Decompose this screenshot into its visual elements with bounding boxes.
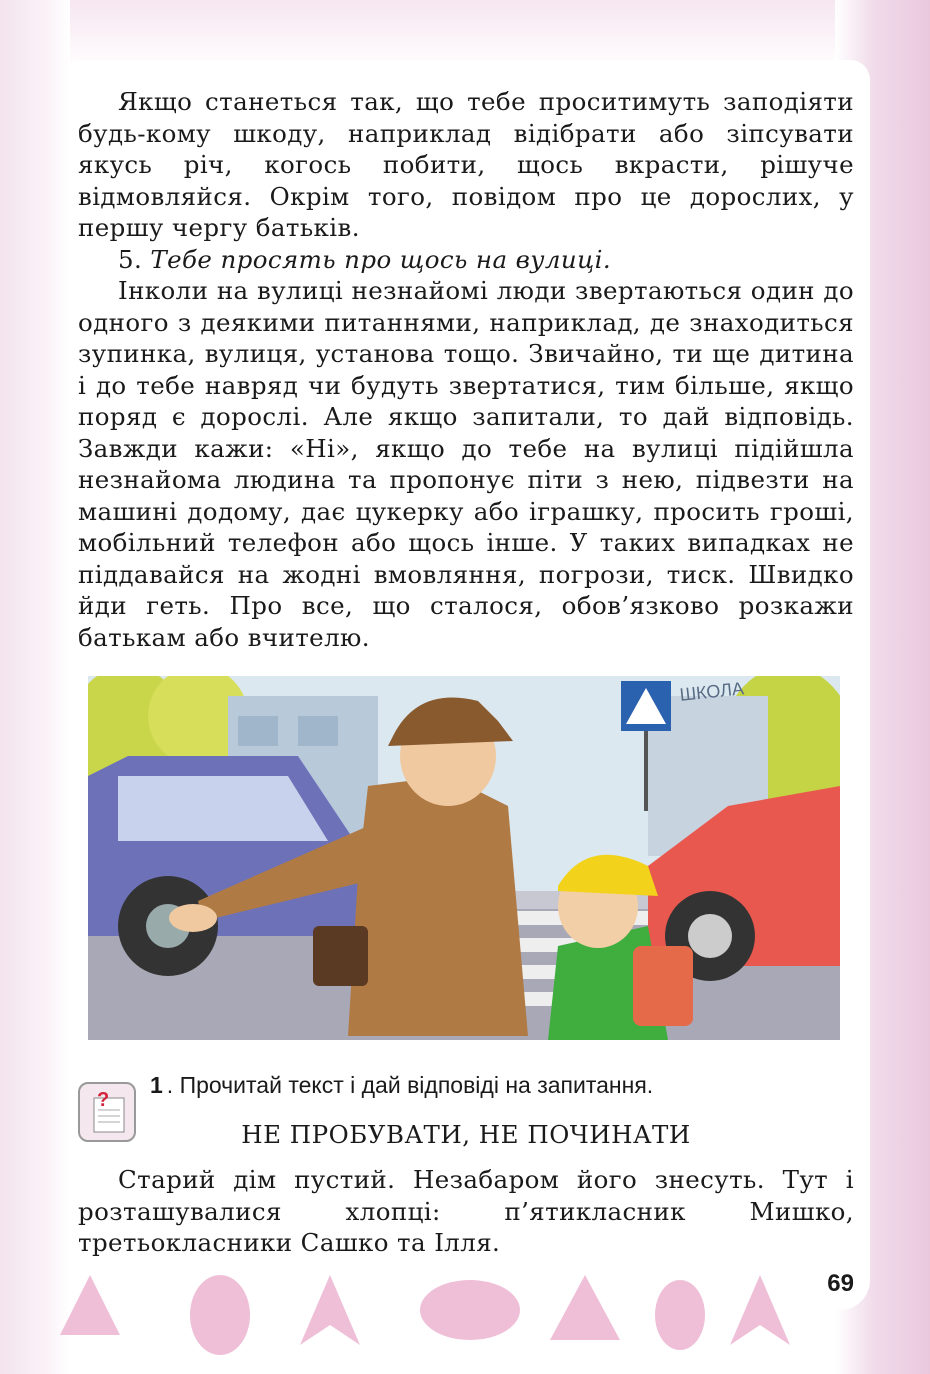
page-number: 69 — [827, 1270, 854, 1297]
task-line — [150, 1072, 653, 1099]
leaf-icon — [730, 1275, 790, 1345]
boy-backpack — [633, 946, 693, 1026]
question-mark: ? — [97, 1089, 110, 1111]
paragraph-street-strangers: Інколи на вулиці незнайомі люди звертаються один до одного з деякими питаннями, наприклад, де знаходиться зупинка, вулиця, установа тощо. Звичайно, ти ще дитина і до тебе навряд чи будуть звертатися, тим більше, якщо поряд є дорослі. Але якщо запитали, то дай відповідь. Завжди кажи: «Ні», якщо до тебе на вулиці підійшла незнайома людина та пропонує піти з нею, підвезти на машині додому, дає цукерку або іграшку, просить гроші, мобільний телефон або щось інше. У таких випадках не піддавайся на жодні вмовляння, погрози, тиск. Швидко йди геть. Про все, що сталося, обов’язково розкажи батькам або вчителю. — [78, 276, 854, 652]
decorative-leaves — [30, 1255, 820, 1365]
main-text-block — [78, 86, 854, 653]
leaf-icon — [550, 1275, 620, 1340]
leaf-icon — [60, 1275, 120, 1335]
man-coat — [348, 776, 528, 1036]
man-hand — [169, 904, 217, 932]
man-bag — [313, 926, 368, 986]
paragraph-refuse-harm: Якщо станеться так, що тебе проситимуть заподіяти будь-кому шкоду, наприклад відібрати або зіпсувати якусь річ, когось побити, щось вкрасти, рішуче відмовляйся. Окрім того, повідом про це дорослих, у першу чергу батьків. — [78, 87, 854, 242]
page-border-left — [0, 0, 70, 1374]
sign-pole — [644, 731, 648, 811]
school-sign-text: ШКОЛА — [678, 678, 745, 705]
story-paragraph: Старий дім пустий. Незабаром його знесуть. Тут і розташувалися хлопці: п’ятикласник Мишко, третьокласники Сашко та Ілля. — [78, 1165, 854, 1257]
leaf-icon — [655, 1280, 705, 1350]
window — [238, 716, 278, 746]
illustration-stranger-and-boy — [88, 676, 840, 1040]
task-text: . Прочитай текст і дай відповіді на запитання. — [166, 1072, 654, 1098]
leaf-icon — [190, 1275, 250, 1355]
task-number: 1 — [150, 1072, 163, 1098]
leaf-icon — [300, 1275, 360, 1345]
story-heading: НЕ ПРОБУВАТИ, НЕ ПОЧИНАТИ — [241, 1120, 691, 1149]
car-right-hub — [688, 914, 732, 958]
section-5-title: 5. Тебе просять про щось на вулиці. — [118, 244, 612, 274]
story-text-block — [78, 1164, 854, 1259]
street-scene-svg — [88, 676, 840, 1040]
leaf-icon — [420, 1280, 520, 1340]
window — [298, 716, 338, 746]
